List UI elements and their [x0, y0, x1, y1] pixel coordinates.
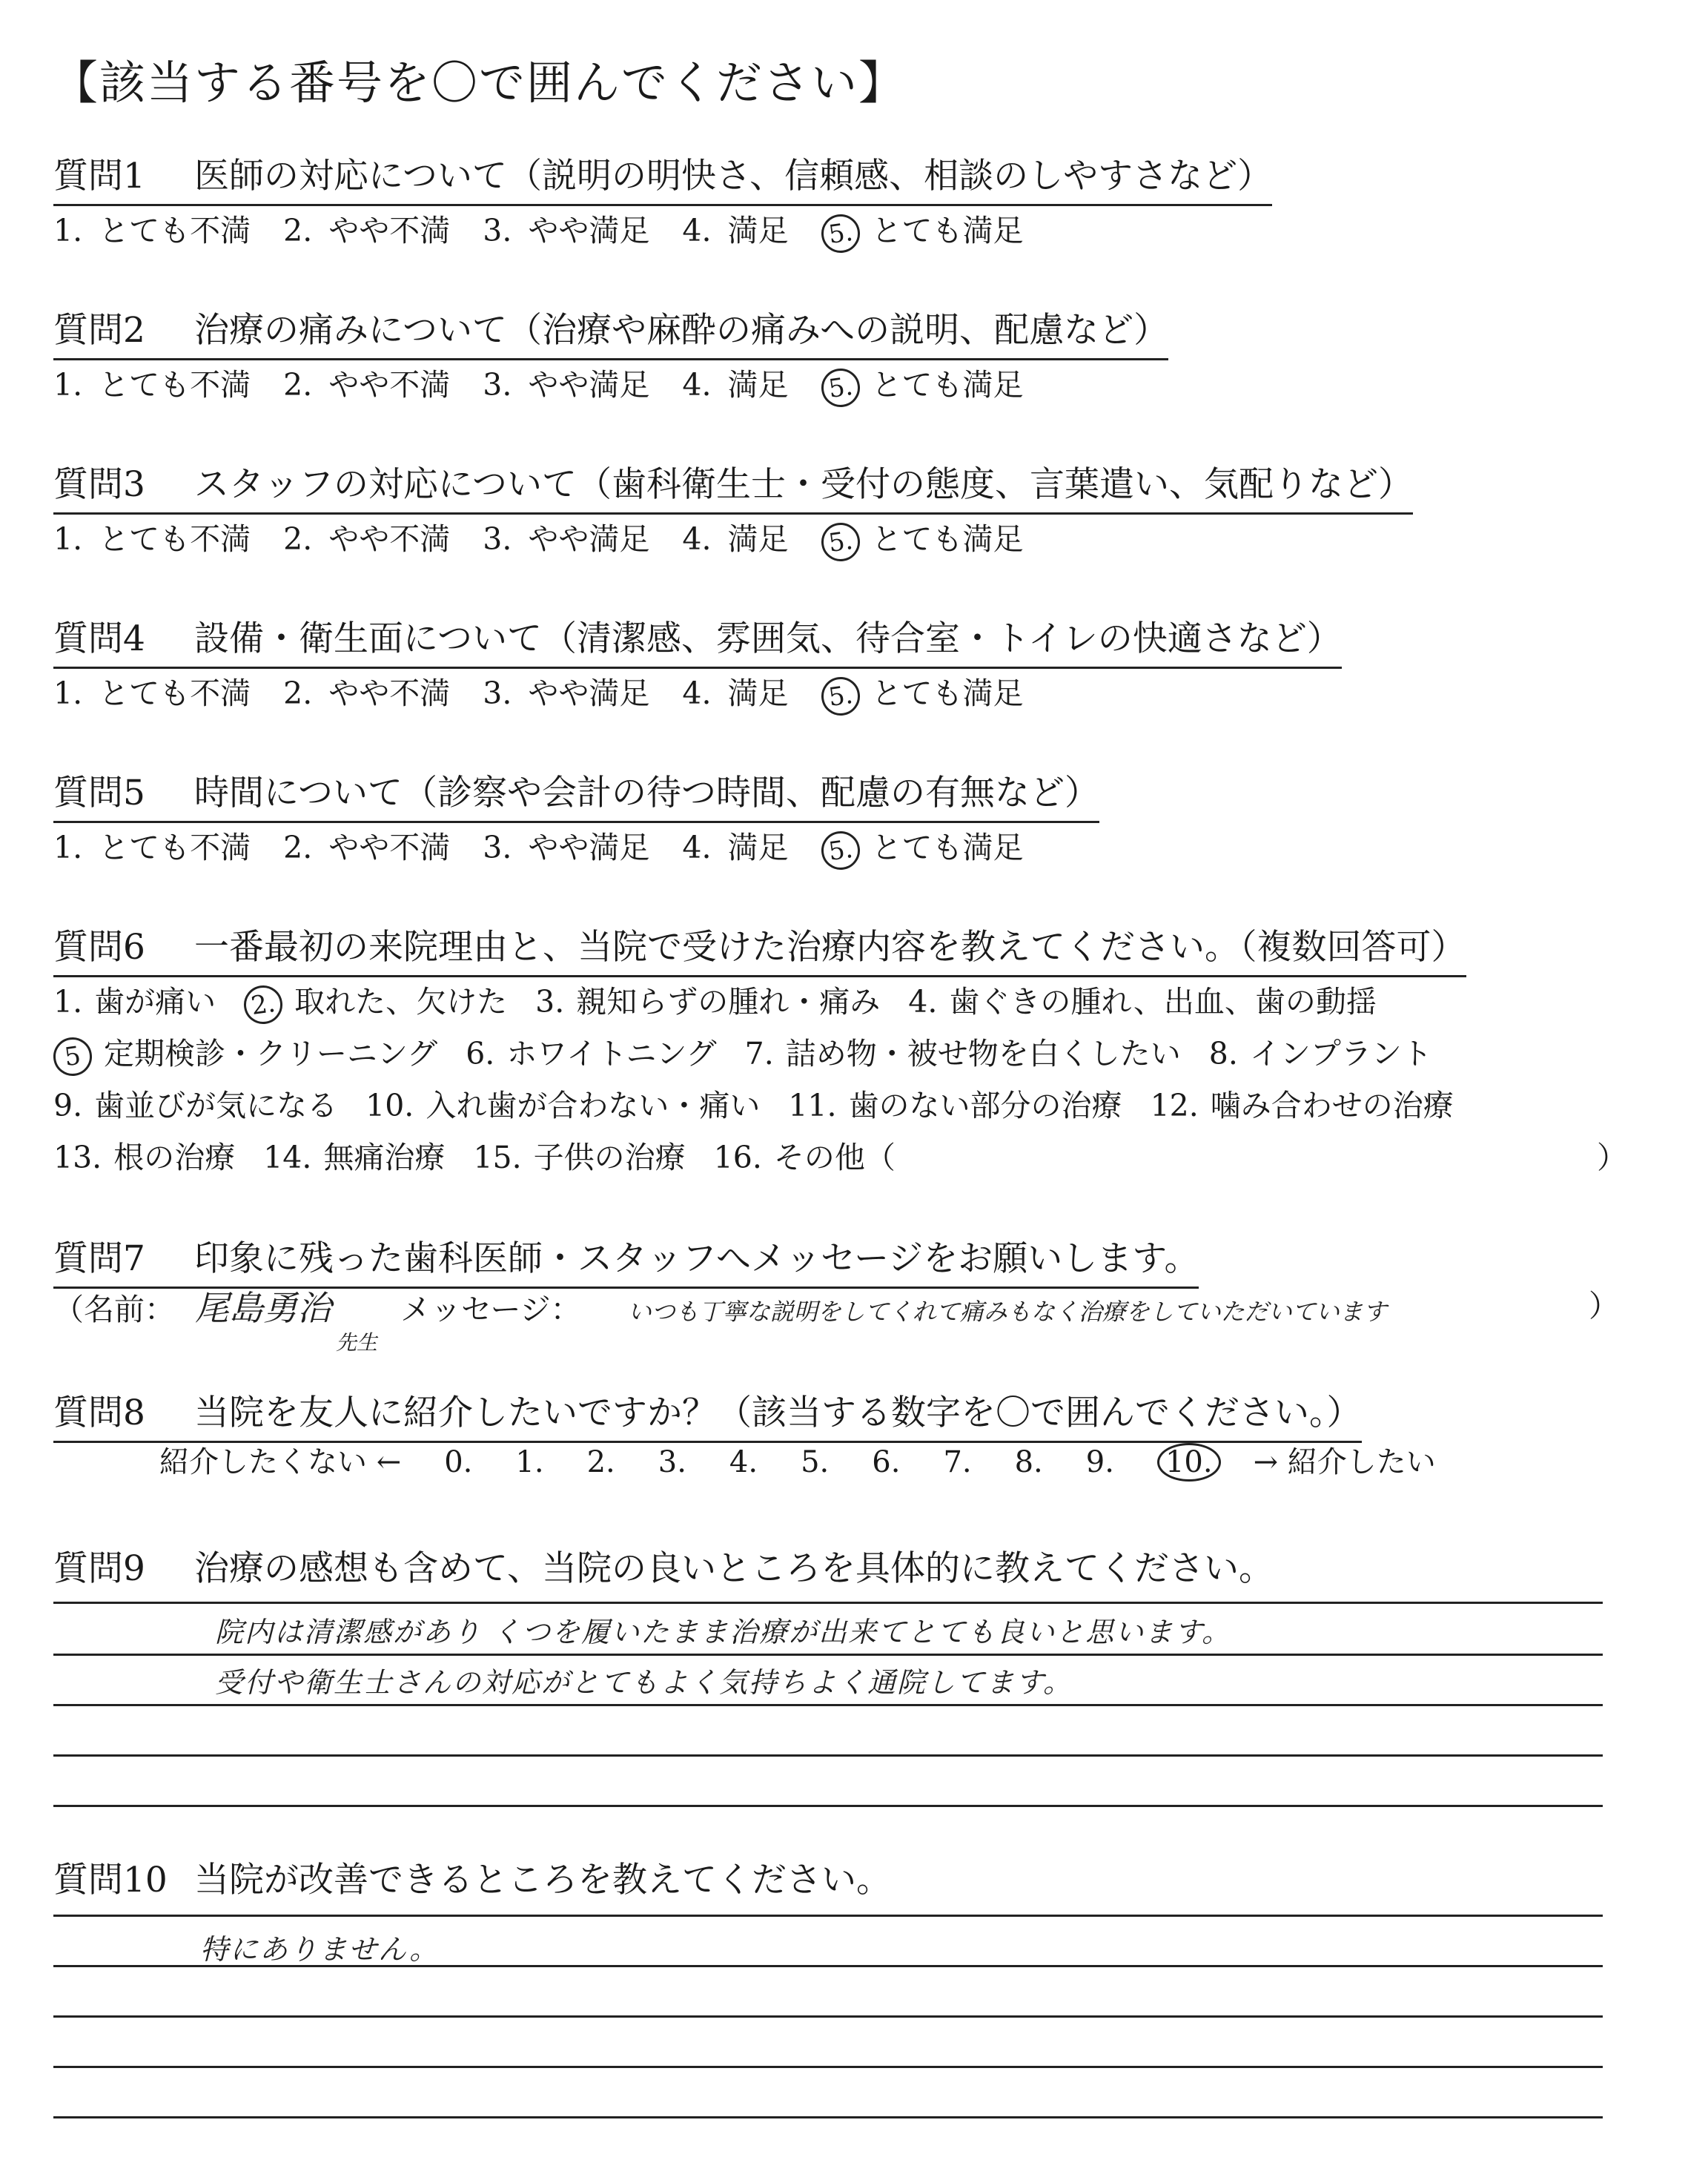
- option-number: 4.: [682, 213, 712, 248]
- name-suffix: 先生: [336, 1330, 378, 1355]
- option-number: 12.: [1150, 1088, 1199, 1123]
- scale-number[interactable]: 9.: [1085, 1445, 1114, 1479]
- answer-line: [53, 2066, 1603, 2068]
- option-number: 3.: [483, 676, 512, 711]
- scale-right-label: → 紹介したい: [1253, 1445, 1436, 1479]
- circled-number: 2.: [242, 982, 285, 1026]
- option-label: とても満足: [871, 367, 1024, 403]
- question-7-heading: [53, 1231, 1199, 1289]
- rating-option[interactable]: [283, 823, 450, 867]
- option-label: その他（: [773, 1140, 896, 1175]
- name-value: 尾島勇治: [195, 1288, 332, 1328]
- q9-answer-line-1[interactable]: 院内は清潔感があり くつを履いたまま治療が出来てとても良いと思います。: [215, 1616, 1232, 1648]
- circled-number: 5.: [818, 211, 862, 255]
- q6-option[interactable]: [53, 977, 216, 1021]
- option-label: 満足: [727, 676, 789, 711]
- rating-option[interactable]: [483, 360, 649, 404]
- option-number: 3.: [483, 367, 512, 403]
- rating-option[interactable]: [53, 206, 251, 250]
- option-label: 根の治療: [113, 1140, 236, 1175]
- q6-option[interactable]: [244, 977, 507, 1024]
- other-close: ）: [1597, 1140, 1627, 1175]
- question-number: 質問1: [53, 156, 145, 196]
- option-label: 歯並びが気になる: [94, 1088, 338, 1123]
- option-label: やや満足: [528, 213, 650, 248]
- rating-option[interactable]: [821, 669, 1024, 716]
- rating-option[interactable]: [53, 669, 251, 713]
- q6-option-row: [53, 1081, 1482, 1125]
- option-label: 詰め物・被せ物を白くしたい: [785, 1036, 1181, 1071]
- option-label: 満足: [727, 830, 789, 865]
- circled-number: 5.: [818, 520, 862, 564]
- question-3-heading: [53, 457, 1413, 515]
- option-number: 10.: [365, 1088, 414, 1123]
- option-label: インプラント: [1249, 1036, 1432, 1071]
- q6-option[interactable]: [788, 1081, 1122, 1125]
- rating-option[interactable]: [483, 206, 649, 250]
- rating-option[interactable]: [821, 206, 1024, 253]
- option-number: 4.: [682, 676, 712, 711]
- question-text: 当院を友人に紹介したいですか？（該当する数字を〇で囲んでください。）: [194, 1393, 1362, 1433]
- option-number: 1.: [53, 521, 83, 557]
- question-number: 質問3: [53, 464, 145, 505]
- question-1-heading: [53, 148, 1272, 206]
- rating-option[interactable]: [483, 515, 649, 558]
- option-number: 16.: [713, 1140, 762, 1175]
- rating-option[interactable]: [53, 515, 251, 558]
- question-text: 治療の痛みについて（治療や麻酔の痛みへの説明、配慮など）: [194, 310, 1169, 351]
- rating-option[interactable]: [682, 669, 788, 713]
- q6-option-row: [53, 1133, 1627, 1177]
- question-10-heading: [53, 1852, 891, 1908]
- answer-line: [53, 1805, 1603, 1807]
- option-label: 子供の治療: [533, 1140, 686, 1175]
- name-answer[interactable]: [195, 1288, 378, 1355]
- question-number: 質問4: [53, 618, 145, 659]
- option-number: 1.: [53, 213, 83, 248]
- rating-option[interactable]: [283, 669, 450, 713]
- answer-line: [53, 2116, 1603, 2118]
- question-number: 質問5: [53, 773, 145, 813]
- scale-number[interactable]: 2.: [586, 1445, 615, 1479]
- question-1-options: [53, 206, 1056, 253]
- question-5-options: [53, 823, 1056, 870]
- option-number: 3.: [535, 984, 565, 1020]
- option-number: 4.: [682, 367, 712, 403]
- rating-option[interactable]: [682, 515, 788, 558]
- option-number: 1.: [53, 984, 83, 1020]
- question-8-heading: [53, 1385, 1362, 1443]
- scale-number[interactable]: 5.: [801, 1445, 830, 1479]
- option-number: 15.: [473, 1140, 522, 1175]
- rating-option[interactable]: [283, 515, 450, 558]
- rating-option[interactable]: [821, 823, 1024, 870]
- q6-option[interactable]: [535, 977, 880, 1021]
- option-label: とても満足: [871, 676, 1024, 711]
- rating-option[interactable]: [821, 515, 1024, 561]
- scale-number[interactable]: 8.: [1014, 1445, 1043, 1479]
- circled-number: 5.: [818, 674, 862, 718]
- option-number: 1.: [53, 367, 83, 403]
- scale-number[interactable]: 6.: [872, 1445, 901, 1479]
- scale-number[interactable]: 3.: [658, 1445, 686, 1479]
- scale-number[interactable]: 7.: [943, 1445, 972, 1479]
- option-number: 4.: [908, 984, 938, 1020]
- message-label: メッセージ：: [400, 1292, 581, 1327]
- option-label: やや不満: [328, 676, 451, 711]
- question-number: 質問7: [53, 1238, 145, 1279]
- rating-option[interactable]: [682, 823, 788, 867]
- circled-number: 5.: [818, 828, 862, 872]
- option-number: 8.: [1208, 1036, 1238, 1071]
- question-text: 時間について（診察や会計の待つ時間、配慮の有無など）: [194, 773, 1100, 813]
- q6-option[interactable]: [714, 1133, 896, 1177]
- option-label: 満足: [727, 213, 789, 248]
- option-label: とても満足: [871, 830, 1024, 865]
- question-text: 治療の感想も含めて、当院の良いところを具体的に教えてください。: [194, 1548, 1274, 1589]
- question-text: 印象に残った歯科医師・スタッフへメッセージをお願いします。: [194, 1238, 1199, 1279]
- q6-option-row: [53, 1029, 1460, 1076]
- scale-left-label: 紹介したくない ←: [159, 1445, 402, 1479]
- question-text: 設備・衛生面について（清潔感、雰囲気、待合室・トイレの快適さなど）: [194, 618, 1342, 659]
- rating-option[interactable]: [821, 360, 1024, 407]
- circled-number: 5.: [818, 366, 862, 409]
- option-number: 2.: [283, 676, 313, 711]
- option-label: 歯のない部分の治療: [848, 1088, 1122, 1123]
- question-number: 質問10: [53, 1860, 168, 1900]
- rating-option[interactable]: [283, 360, 450, 404]
- circled-number: 5: [51, 1034, 95, 1078]
- option-number: 4.: [682, 521, 712, 557]
- question-6-heading: [53, 919, 1466, 977]
- option-label: とても不満: [99, 367, 251, 403]
- answer-line: [53, 1654, 1603, 1656]
- question-number: 質問8: [53, 1393, 145, 1433]
- option-label: やや満足: [528, 367, 650, 403]
- question-number: 質問6: [53, 927, 145, 968]
- answer-line: [53, 1915, 1603, 1917]
- option-number: 3.: [483, 521, 512, 557]
- question-text: スタッフの対応について（歯科衛生士・受付の態度、言葉遣い、気配りなど）: [194, 464, 1414, 505]
- q6-option[interactable]: [745, 1029, 1181, 1073]
- option-number: 2.: [283, 830, 313, 865]
- option-number: 2.: [283, 367, 313, 403]
- option-label: やや満足: [528, 830, 650, 865]
- option-number: 1.: [53, 676, 83, 711]
- option-number: 13.: [53, 1140, 102, 1175]
- question-2-heading: [53, 303, 1168, 360]
- rating-option[interactable]: [53, 823, 251, 867]
- question-2-options: [53, 360, 1056, 407]
- question-4-heading: [53, 611, 1342, 669]
- option-label: やや不満: [328, 367, 451, 403]
- answer-line: [53, 2015, 1603, 2018]
- q6-option[interactable]: [908, 977, 1377, 1021]
- option-label: やや不満: [328, 521, 451, 557]
- rating-option[interactable]: [283, 206, 450, 250]
- rating-option[interactable]: [682, 360, 788, 404]
- page-title: 【該当する番号を〇で囲んでください】: [52, 56, 907, 110]
- option-label: とても不満: [99, 213, 251, 248]
- option-label: 歯が痛い: [94, 984, 216, 1020]
- scale-number[interactable]: 4.: [729, 1445, 758, 1479]
- option-label: 入れ歯が合わない・痛い: [426, 1088, 761, 1123]
- question-7-message-row: [53, 1281, 1618, 1355]
- option-label: 満足: [727, 521, 789, 557]
- scale-number[interactable]: 0.: [444, 1445, 473, 1479]
- answer-line: [53, 1704, 1603, 1706]
- option-number: 7.: [744, 1036, 774, 1071]
- q6-option[interactable]: [53, 1133, 235, 1177]
- rating-option[interactable]: [53, 360, 251, 404]
- option-label: やや不満: [328, 830, 451, 865]
- message-answer[interactable]: いつも丁寧な説明をしてくれて痛みもなく治療をしていただいています: [627, 1298, 1387, 1326]
- q6-option[interactable]: [466, 1029, 716, 1073]
- option-label: 親知らずの腫れ・痛み: [576, 984, 881, 1020]
- option-label: とても不満: [99, 676, 251, 711]
- recommend-scale: [159, 1439, 1479, 1482]
- option-label: 歯ぐきの腫れ、出血、歯の動揺: [949, 984, 1377, 1020]
- option-number: 2.: [283, 213, 313, 248]
- option-number: 3.: [483, 213, 512, 248]
- option-number: 1.: [53, 830, 83, 865]
- q9-answer-line-2[interactable]: 受付や衛生士さんの対応がとてもよく気持ちよく通院してます。: [215, 1666, 1073, 1699]
- option-number: 4.: [682, 830, 712, 865]
- q6-option[interactable]: [263, 1133, 445, 1177]
- question-5-heading: [53, 765, 1099, 823]
- q6-option[interactable]: [53, 1081, 337, 1125]
- question-text: 医師の対応について（説明の明快さ、信頼感、相談のしやすさなど）: [194, 156, 1273, 196]
- q6-option[interactable]: [53, 1029, 437, 1076]
- option-label: やや満足: [528, 676, 650, 711]
- option-label: とても不満: [99, 521, 251, 557]
- option-number: 3.: [483, 830, 512, 865]
- option-label: 定期検診・クリーニング: [104, 1036, 438, 1071]
- scale-number[interactable]: 1.: [515, 1445, 544, 1479]
- question-9-heading: [53, 1541, 1274, 1596]
- option-number: 2.: [283, 521, 313, 557]
- question-4-options: [53, 669, 1056, 716]
- message-close: ）: [1589, 1288, 1619, 1324]
- option-label: やや不満: [328, 213, 451, 248]
- q6-option[interactable]: [473, 1133, 685, 1177]
- option-label: 取れた、欠けた: [294, 984, 508, 1020]
- q10-answer-line-1[interactable]: 特にありません。: [200, 1933, 440, 1966]
- option-number: 14.: [263, 1140, 312, 1175]
- option-label: とても満足: [871, 521, 1024, 557]
- question-number: 質問9: [53, 1548, 145, 1589]
- question-number: 質問2: [53, 310, 145, 351]
- option-label: やや満足: [528, 521, 650, 557]
- option-number: 11.: [788, 1088, 837, 1123]
- question-text: 一番最初の来院理由と、当院で受けた治療内容を教えてください。（複数回答可）: [194, 927, 1466, 968]
- q6-option-row: [53, 977, 1405, 1024]
- scale-number-selected[interactable]: 10.: [1157, 1443, 1221, 1482]
- answer-line: [53, 1754, 1603, 1757]
- q6-option[interactable]: [1209, 1029, 1432, 1073]
- answer-line: [53, 1602, 1603, 1604]
- option-number: 6.: [466, 1036, 495, 1071]
- option-label: 噛み合わせの治療: [1210, 1088, 1454, 1123]
- option-label: 無痛治療: [323, 1140, 446, 1175]
- question-3-options: [53, 515, 1056, 561]
- option-label: とても不満: [99, 830, 251, 865]
- option-number: 9.: [53, 1088, 83, 1123]
- rating-option[interactable]: [483, 669, 649, 713]
- option-label: 満足: [727, 367, 789, 403]
- rating-option[interactable]: [483, 823, 649, 867]
- name-label: （名前：: [53, 1292, 175, 1327]
- option-label: ホワイトニング: [506, 1036, 717, 1071]
- q6-option[interactable]: [365, 1081, 760, 1125]
- option-label: とても満足: [871, 213, 1024, 248]
- question-text: 当院が改善できるところを教えてください。: [194, 1860, 891, 1900]
- q6-option[interactable]: [1151, 1081, 1454, 1125]
- rating-option[interactable]: [682, 206, 788, 250]
